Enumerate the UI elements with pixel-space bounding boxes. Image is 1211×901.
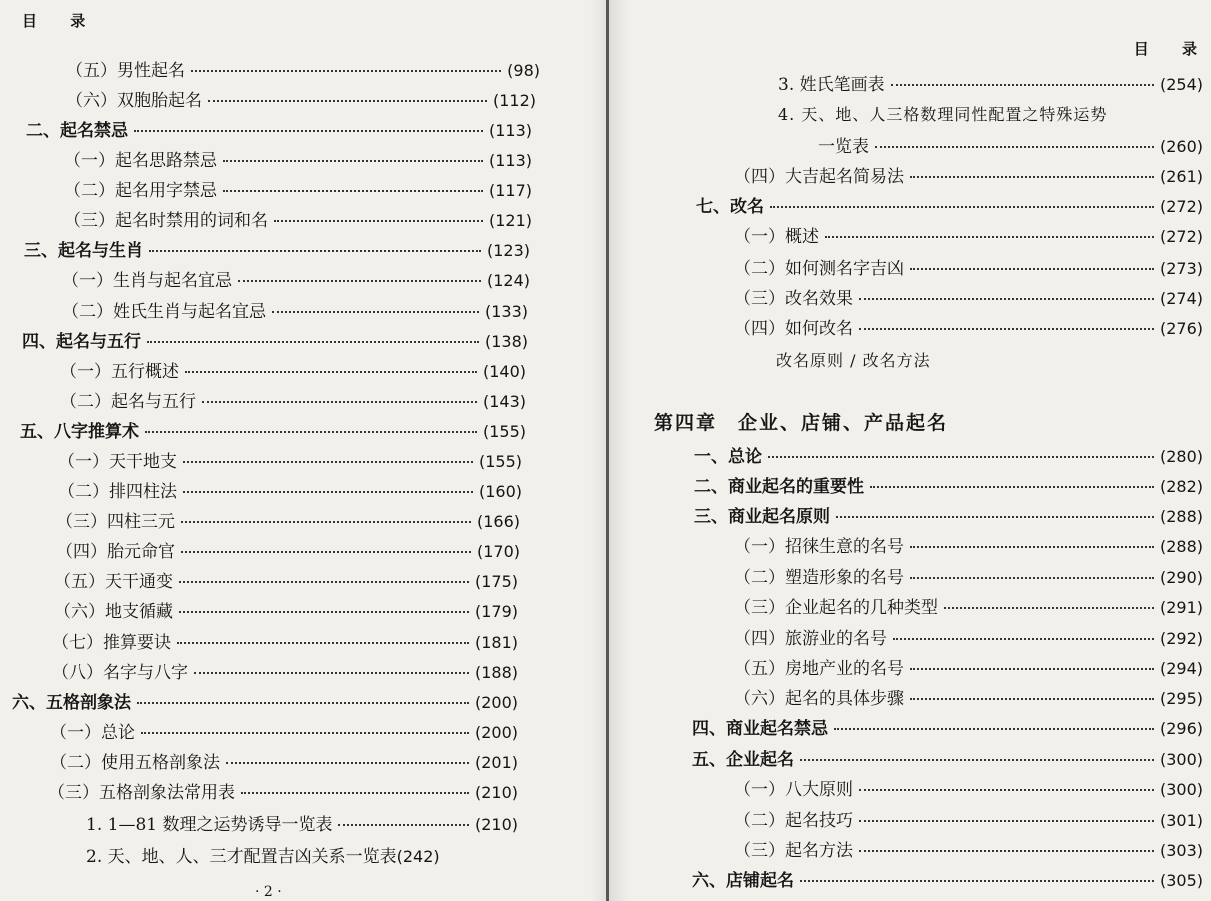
- dot-leader: [910, 698, 1154, 700]
- toc-section-entry: [692, 866, 1203, 892]
- toc-entry-label: （一）起名思路禁忌: [64, 151, 217, 171]
- toc-entry: [734, 624, 1203, 650]
- toc-entry: [734, 314, 1203, 340]
- toc-entry-page: (301): [1159, 811, 1203, 830]
- toc-entry: [60, 387, 526, 413]
- toc-entry: [734, 806, 1203, 832]
- dot-leader: [226, 762, 469, 764]
- toc-entry-label: （三）四柱三元: [56, 512, 175, 532]
- toc-entry-label: （二）如何测名字吉凶: [734, 259, 904, 279]
- dot-leader: [134, 130, 483, 132]
- toc-entry-page: (260): [1159, 137, 1203, 156]
- dot-leader: [870, 486, 1154, 488]
- right-page: [606, 0, 1211, 901]
- toc-entry-page: (280): [1159, 447, 1203, 466]
- toc-entry-label: （四）如何改名: [734, 319, 853, 339]
- toc-entry-page: (292): [1159, 629, 1203, 648]
- dot-leader: [910, 668, 1154, 670]
- toc-entry: [56, 507, 520, 533]
- toc-entry-page: (273): [1159, 259, 1203, 278]
- dot-leader: [183, 491, 473, 493]
- dot-leader: [910, 176, 1154, 178]
- toc-entry: [734, 654, 1203, 680]
- toc-entry: [66, 86, 536, 112]
- right-page-header: 目 录: [1133, 40, 1211, 58]
- toc-entry-page: (121): [488, 211, 532, 230]
- toc-entry-label: （三）改名效果: [734, 289, 853, 309]
- toc-entry-label: （二）排四柱法: [58, 482, 177, 502]
- toc-section-entry: [694, 472, 1203, 498]
- dot-leader: [194, 672, 469, 674]
- dot-leader: [185, 371, 477, 373]
- toc-entry: [66, 56, 540, 82]
- toc-entry: [54, 567, 518, 593]
- toc-entry-label: （二）起名与五行: [60, 392, 196, 412]
- toc-entry-label: 四、商业起名禁忌: [692, 719, 828, 739]
- toc-entry: [86, 810, 518, 836]
- toc-entry-page: (113): [488, 151, 532, 170]
- toc-entry-page: (179): [474, 602, 518, 621]
- toc-entry: [58, 447, 522, 473]
- toc-entry: [734, 593, 1203, 619]
- toc-section-entry: [26, 116, 532, 142]
- toc-entry-page: (143): [482, 392, 526, 411]
- toc-entry: [50, 748, 518, 774]
- dot-leader: [910, 546, 1154, 548]
- toc-entry: [734, 775, 1203, 801]
- toc-entry: [52, 658, 518, 684]
- dot-leader: [208, 100, 487, 102]
- toc-entry-page: (155): [482, 422, 526, 441]
- dot-leader: [241, 792, 469, 794]
- dot-leader: [825, 236, 1154, 238]
- toc-section-entry: [696, 192, 1203, 218]
- dot-leader: [800, 759, 1154, 761]
- toc-entry-label: （四）旅游业的名号: [734, 629, 887, 649]
- toc-entry-page: (200): [474, 723, 518, 742]
- toc-subtopics: 改名原则 / 改名方法: [776, 351, 931, 370]
- toc-entry-label: （三）起名时禁用的词和名: [64, 211, 268, 231]
- toc-entry-page: (282): [1159, 477, 1203, 496]
- toc-entry-label: （三）五格剖象法常用表: [48, 783, 235, 803]
- toc-entry-label: 二、商业起名的重要性: [694, 477, 864, 497]
- toc-entry-page: (166): [476, 512, 520, 531]
- toc-entry-label: （三）起名方法: [734, 841, 853, 861]
- dot-leader: [859, 820, 1154, 822]
- toc-entry-label: （三）企业起名的几种类型: [734, 598, 938, 618]
- toc-entry-label: 四、起名与五行: [22, 332, 141, 352]
- toc-entry-page: (305): [1159, 871, 1203, 890]
- toc-entry-page: (201): [474, 753, 518, 772]
- toc-section-entry: [24, 236, 530, 262]
- toc-section-entry: [22, 327, 528, 353]
- chapter-title: 第四章 企业、店铺、产品起名: [654, 412, 949, 434]
- toc-entry-label: （二）使用五格剖象法: [50, 753, 220, 773]
- toc-entry-label: 1. 1—81 数理之运势诱导一览表: [86, 815, 333, 835]
- toc-section-entry: [692, 714, 1203, 740]
- toc-entry-label: 六、店铺起名: [692, 871, 794, 891]
- toc-entry: [62, 297, 528, 323]
- toc-entry-label: （五）男性起名: [66, 61, 185, 81]
- toc-entry-page: (291): [1159, 598, 1203, 617]
- dot-leader: [768, 456, 1154, 458]
- toc-entry: [48, 778, 518, 804]
- toc-entry: [64, 176, 532, 202]
- toc-section-entry: [12, 688, 518, 714]
- toc-entry-label: （一）五行概述: [60, 362, 179, 382]
- toc-entry: [734, 684, 1203, 710]
- toc-entry-label: 4. 天、地、人三格数理同性配置之特殊运势: [778, 105, 1108, 124]
- toc-entry-page: (261): [1159, 167, 1203, 186]
- toc-entry-page: (272): [1159, 227, 1203, 246]
- dot-leader: [223, 160, 483, 162]
- dot-leader: [834, 728, 1154, 730]
- toc-entry: [56, 537, 520, 563]
- toc-entry-label: 一、总论: [694, 447, 762, 467]
- toc-entry-page: (175): [474, 572, 518, 591]
- dot-leader: [149, 250, 481, 252]
- toc-entry: [734, 284, 1203, 310]
- toc-entry-page: (274): [1159, 289, 1203, 308]
- left-page-header: 目 录: [22, 12, 100, 30]
- toc-entry: [778, 70, 1203, 96]
- toc-entry-page: (288): [1159, 507, 1203, 526]
- dot-leader: [859, 850, 1154, 852]
- toc-entry-page: (210): [474, 783, 518, 802]
- toc-entry-page: (138): [484, 332, 528, 351]
- toc-entry: [734, 532, 1203, 558]
- dot-leader: [181, 521, 471, 523]
- toc-entry-page: (294): [1159, 659, 1203, 678]
- toc-entry-page: (181): [474, 633, 518, 652]
- toc-entry-page: (276): [1159, 319, 1203, 338]
- toc-entry-label: （二）起名用字禁忌: [64, 181, 217, 201]
- toc-entry-page: (288): [1159, 537, 1203, 556]
- toc-entry-label: （五）房地产业的名号: [734, 659, 904, 679]
- page-number: · 2 ·: [255, 884, 282, 900]
- toc-entry: [734, 836, 1203, 862]
- toc-entry-page: (133): [484, 302, 528, 321]
- toc-section-entry: [694, 442, 1203, 468]
- dot-leader: [179, 611, 469, 613]
- toc-entry-label: 3. 姓氏笔画表: [778, 75, 885, 95]
- toc-entry-page: (242): [396, 847, 440, 866]
- dot-leader: [145, 431, 477, 433]
- toc-entry-label: 六、五格剖象法: [12, 693, 131, 713]
- toc-entry-label: 一览表: [818, 137, 869, 157]
- toc-entry: [62, 266, 530, 292]
- toc-entry-page: (290): [1159, 568, 1203, 587]
- dot-leader: [893, 638, 1154, 640]
- dot-leader: [859, 298, 1154, 300]
- toc-entry: [54, 597, 518, 623]
- dot-leader: [272, 311, 479, 313]
- toc-entry-page: (303): [1159, 841, 1203, 860]
- toc-entry-label: （二）姓氏生肖与起名宜忌: [62, 302, 266, 322]
- toc-entry-label: （六）地支循藏: [54, 602, 173, 622]
- toc-entry-page: (300): [1159, 780, 1203, 799]
- toc-entry-page: (160): [478, 482, 522, 501]
- toc-entry: [58, 477, 522, 503]
- toc-entry-page: (98): [507, 61, 540, 80]
- toc-entry-label: 七、改名: [696, 197, 764, 217]
- toc-entry-label: （二）起名技巧: [734, 811, 853, 831]
- toc-entry: [734, 222, 1203, 248]
- chapter-heading: [654, 408, 1203, 434]
- toc-entry-page: (295): [1159, 689, 1203, 708]
- toc-entry-page: (113): [488, 121, 532, 140]
- toc-entry-label: （一）天干地支: [58, 452, 177, 472]
- toc-entry-page: (124): [486, 271, 530, 290]
- dot-leader: [137, 702, 469, 704]
- dot-leader: [875, 146, 1154, 148]
- toc-entry-page: (272): [1159, 197, 1203, 216]
- toc-section-entry: [692, 745, 1203, 771]
- toc-entry-label: （一）生肖与起名宜忌: [62, 271, 232, 291]
- toc-entry: [734, 254, 1203, 280]
- toc-entry-page: (200): [474, 693, 518, 712]
- toc-entry: [64, 146, 532, 172]
- toc-entry-label: （四）大吉起名简易法: [734, 167, 904, 187]
- toc-entry-label: 五、企业起名: [692, 750, 794, 770]
- toc-entry-label: （二）塑造形象的名号: [734, 568, 904, 588]
- dot-leader: [147, 341, 479, 343]
- toc-entry-page: (155): [478, 452, 522, 471]
- dot-leader: [859, 789, 1154, 791]
- toc-entry-page: (123): [486, 241, 530, 260]
- dot-leader: [141, 732, 469, 734]
- dot-leader: [944, 607, 1154, 609]
- toc-entry-page: (140): [482, 362, 526, 381]
- dot-leader: [177, 642, 469, 644]
- toc-entry: [86, 842, 526, 868]
- toc-entry-label: （一）招徕生意的名号: [734, 537, 904, 557]
- toc-entry: [60, 357, 526, 383]
- dot-leader: [800, 880, 1154, 882]
- dot-leader: [181, 551, 471, 553]
- dot-leader: [223, 190, 483, 192]
- dot-leader: [183, 461, 473, 463]
- toc-entry-label: （六）双胞胎起名: [66, 91, 202, 111]
- toc-entry-label: （一）总论: [50, 723, 135, 743]
- toc-entry-label: 三、商业起名原则: [694, 507, 830, 527]
- toc-entry-label: （八）名字与八字: [52, 663, 188, 683]
- toc-entry-label: 三、起名与生肖: [24, 241, 143, 261]
- dot-leader: [910, 577, 1154, 579]
- dot-leader: [891, 84, 1154, 86]
- toc-entry-label: （七）推算要诀: [52, 633, 171, 653]
- toc-entry-page: (210): [474, 815, 518, 834]
- toc-entry-label: （六）起名的具体步骤: [734, 689, 904, 709]
- toc-entry-label: （一）八大原则: [734, 780, 853, 800]
- toc-entry-label: 2. 天、地、人、三才配置吉凶关系一览表: [86, 847, 397, 867]
- toc-entry-page: (300): [1159, 750, 1203, 769]
- dot-leader: [910, 268, 1154, 270]
- dot-leader: [202, 401, 477, 403]
- toc-entry-label: （四）胎元命官: [56, 542, 175, 562]
- dot-leader: [238, 280, 481, 282]
- toc-entry-label: （五）天干通变: [54, 572, 173, 592]
- dot-leader: [274, 220, 483, 222]
- toc-entry: [64, 206, 532, 232]
- dot-leader: [338, 824, 468, 826]
- toc-entry-label: （一）概述: [734, 227, 819, 247]
- toc-section-entry: [694, 502, 1203, 528]
- toc-entry-page: (170): [476, 542, 520, 561]
- dot-leader: [770, 206, 1154, 208]
- toc-entry: [818, 132, 1203, 158]
- toc-entry-page: (188): [474, 663, 518, 682]
- dot-leader: [836, 516, 1154, 518]
- dot-leader: [179, 581, 469, 583]
- toc-entry: [50, 718, 518, 744]
- toc-section-entry: [20, 417, 526, 443]
- toc-entry: [734, 162, 1203, 188]
- toc-entry-page: (254): [1159, 75, 1203, 94]
- toc-entry: [52, 628, 518, 654]
- dot-leader: [191, 70, 501, 72]
- toc-entry-page: (117): [488, 181, 532, 200]
- toc-entry-label: 五、八字推算术: [20, 422, 139, 442]
- dot-leader: [859, 328, 1154, 330]
- toc-entry-page: (112): [492, 91, 536, 110]
- toc-entry-page: (296): [1159, 719, 1203, 738]
- toc-entry: [734, 563, 1203, 589]
- toc-entry-label: 二、起名禁忌: [26, 121, 128, 141]
